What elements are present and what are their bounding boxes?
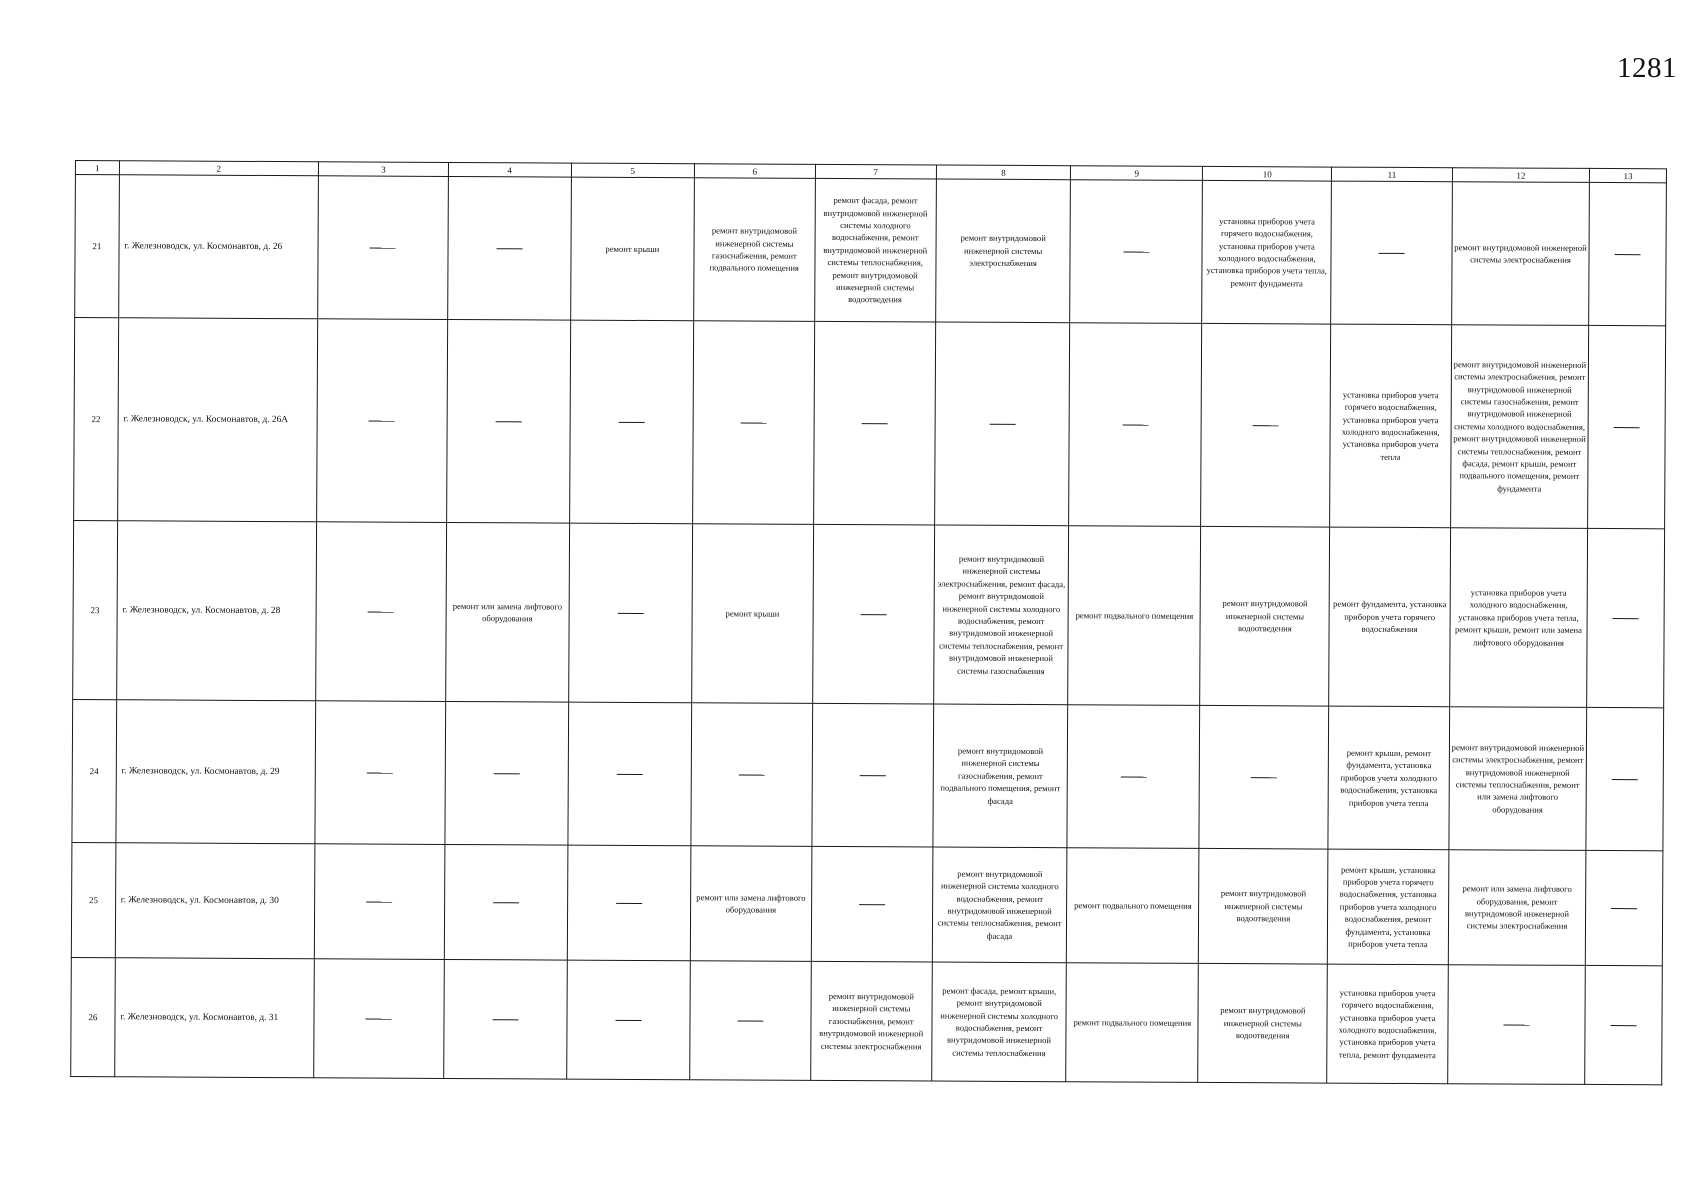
empty-cell: [1586, 707, 1664, 850]
dash-mark: [1611, 908, 1637, 909]
address-cell: г. Железноводск, ул. Космонавтов, д. 26А: [117, 318, 317, 522]
works-cell: ремонт подвального помещения: [1067, 848, 1200, 964]
works-cell: ремонт подвального помещения: [1068, 526, 1201, 706]
empty-cell: [690, 961, 811, 1081]
empty-cell: [813, 321, 936, 525]
header-cell: 3: [318, 162, 448, 177]
empty-cell: [1585, 850, 1662, 965]
works-cell: ремонт крыши: [570, 177, 694, 321]
dash-mark: [367, 902, 393, 903]
dash-mark: [1611, 1025, 1637, 1026]
works-cell: установка приборов учета горячего водоснабжения, установка приборов учета холодного водоснабжения, установка приборов учета тепла, ремонт фундамента: [1327, 964, 1448, 1084]
dash-mark: [495, 422, 521, 423]
table-row: [72, 699, 1664, 850]
row-number: 21: [75, 175, 119, 318]
address-cell: г. Железноводск, ул. Космонавтов, д. 31: [114, 958, 314, 1078]
dash-mark: [1253, 425, 1279, 426]
header-cell: 1: [75, 161, 119, 175]
table-row: [75, 175, 1667, 326]
row-number: 23: [73, 520, 118, 699]
empty-cell: [812, 524, 934, 704]
works-cell: ремонт фасада, ремонт крыши, ремонт внутридомовой инженерной системы холодного водоснабжения, ремонт внутридомовой инженерной системы теплоснабжения: [932, 962, 1067, 1082]
empty-cell: [1201, 323, 1331, 527]
row-number: 25: [71, 842, 115, 957]
empty-cell: [1588, 325, 1666, 528]
works-cell: ремонт фундамента, установка приборов учета горячего водоснабжения: [1329, 527, 1450, 707]
works-cell: ремонт внутридомовой инженерной системы электроснабжения: [936, 179, 1071, 323]
dash-mark: [492, 1020, 518, 1021]
header-cell: 11: [1332, 167, 1452, 182]
works-cell: ремонт внутридомовой инженерной системы электроснабжения, ремонт фасада, ремонт внутридомовой инженерной системы холодного водоснабжения, ремонт внутридомовой инженерной системы теплоснабжения, ремонт внутридомовой инженерной системы газоснабжения: [934, 525, 1069, 705]
empty-cell: [1587, 528, 1665, 707]
dash-mark: [1614, 427, 1640, 428]
works-cell: ремонт или замена лифтового оборудования, ремонт внутридомовой инженерной системы электроснабжения: [1448, 850, 1586, 966]
dash-mark: [740, 423, 766, 424]
empty-cell: [1069, 323, 1202, 527]
dash-mark: [494, 774, 520, 775]
dash-mark: [370, 248, 396, 249]
dash-mark: [1123, 252, 1149, 253]
dash-mark: [617, 774, 643, 775]
empty-cell: [1331, 181, 1452, 325]
dash-mark: [737, 1021, 763, 1022]
row-number: 24: [72, 699, 116, 842]
header-cell: 6: [695, 164, 815, 179]
table-row: [73, 520, 1665, 707]
works-cell: ремонт внутридомовой инженерной системы электроснабжения, ремонт внутридомовой инженерной системы газоснабжения, ремонт внутридомовой инженерной системы холодного водоснабжения, ремонт внутридомовой инженерной системы теплоснабжения, ремонт фасада, ремонт крыши, ремонт подвального помещения, ремонт фундамента: [1450, 325, 1589, 529]
address-cell: г. Железноводск, ул. Космонавтов, д. 29: [116, 700, 316, 844]
works-cell: ремонт внутридомовой инженерной системы электроснабжения: [1451, 182, 1589, 326]
empty-cell: [935, 322, 1070, 526]
works-cell: ремонт внутридомовой инженерной системы водоотведения: [1199, 848, 1329, 964]
empty-cell: [811, 846, 933, 962]
empty-cell: [314, 844, 445, 960]
repair-schedule-table-wrap: [70, 160, 1667, 1085]
works-cell: ремонт внутридомовой инженерной системы водоотведения: [1198, 963, 1328, 1083]
empty-cell: [448, 176, 571, 320]
empty-cell: [811, 703, 933, 847]
empty-cell: [444, 959, 567, 1079]
row-number: 22: [74, 318, 119, 521]
table-body: [71, 175, 1667, 1085]
empty-cell: [315, 701, 446, 845]
works-cell: ремонт крыши: [692, 524, 813, 704]
header-cell: 2: [119, 161, 318, 176]
header-cell: 12: [1452, 168, 1590, 183]
works-cell: ремонт внутридомовой инженерной системы электроснабжения, ремонт внутридомовой инженерной системы теплоснабжения, ремонт или замена лифтового оборудования: [1449, 707, 1587, 851]
empty-cell: [1589, 182, 1667, 325]
works-cell: ремонт внутридомовой инженерной системы холодного водоснабжения, ремонт внутридомовой инженерной системы теплоснабжения, ремонт фасада: [932, 847, 1067, 963]
dash-mark: [1122, 425, 1148, 426]
dash-mark: [739, 775, 765, 776]
dash-mark: [496, 249, 522, 250]
header-cell: 9: [1071, 166, 1203, 181]
dash-mark: [860, 614, 886, 615]
empty-cell: [316, 522, 447, 702]
empty-cell: [567, 702, 691, 846]
empty-cell: [1199, 705, 1329, 849]
header-cell: 5: [571, 163, 695, 178]
dash-mark: [618, 422, 644, 423]
empty-cell: [566, 960, 690, 1080]
empty-cell: [1447, 965, 1585, 1085]
header-cell: 13: [1590, 168, 1667, 182]
empty-cell: [1585, 965, 1662, 1084]
dash-mark: [1503, 1025, 1529, 1026]
dash-mark: [1613, 618, 1639, 619]
empty-cell: [317, 319, 448, 523]
dash-mark: [859, 904, 885, 905]
dash-mark: [861, 423, 887, 424]
works-cell: ремонт внутридомовой инженерной системы водоотведения: [1200, 526, 1330, 706]
works-cell: ремонт внутридомовой инженерной системы газоснабжения, ремонт внутридомовой инженерной системы электроснабжения: [810, 961, 932, 1081]
empty-cell: [693, 321, 814, 525]
table-row: [71, 957, 1663, 1084]
dash-mark: [366, 1019, 392, 1020]
empty-cell: [314, 959, 445, 1079]
repair-schedule-table: [70, 160, 1667, 1085]
row-number: 26: [71, 957, 115, 1076]
empty-cell: [569, 320, 694, 524]
dash-mark: [860, 775, 886, 776]
works-cell: ремонт фасада, ремонт внутридомовой инженерной системы холодного водоснабжения, ремонт внутридомовой инженерной системы теплоснабжения, ремонт внутридомовой инженерной системы водоотведения: [814, 178, 936, 322]
header-cell: 8: [936, 165, 1070, 180]
header-cell: 4: [448, 162, 571, 177]
empty-cell: [444, 844, 567, 960]
dash-mark: [493, 903, 519, 904]
dash-mark: [617, 613, 643, 614]
address-cell: г. Железноводск, ул. Космонавтов, д. 26: [118, 175, 318, 319]
dash-mark: [369, 421, 395, 422]
address-cell: г. Железноводск, ул. Космонавтов, д. 30: [115, 843, 315, 959]
dash-mark: [368, 612, 394, 613]
table-row: [74, 318, 1666, 529]
dash-mark: [1612, 779, 1638, 780]
dash-mark: [1121, 777, 1147, 778]
works-cell: ремонт крыши, ремонт фундамента, установка приборов учета холодного водоснабжения, установка приборов учета тепла: [1328, 706, 1449, 850]
dash-mark: [1379, 253, 1405, 254]
works-cell: ремонт подвального помещения: [1066, 963, 1199, 1083]
dash-mark: [367, 773, 393, 774]
table-row: [71, 842, 1663, 965]
dash-mark: [1251, 777, 1277, 778]
works-cell: установка приборов учета холодного водоснабжения, установка приборов учета тепла, ремонт крыши, ремонт или замена лифтового оборудования: [1449, 528, 1587, 708]
works-cell: установка приборов учета горячего водоснабжения, установка приборов учета холодного водоснабжения, установка приборов учета тепла: [1330, 324, 1451, 528]
works-cell: ремонт или замена лифтового оборудования: [690, 846, 811, 962]
dash-mark: [616, 903, 642, 904]
address-cell: г. Железноводск, ул. Космонавтов, д. 28: [116, 521, 316, 701]
works-cell: ремонт внутридомовой инженерной системы газоснабжения, ремонт подвального помещения, ремонт фасада: [933, 704, 1068, 848]
works-cell: ремонт внутридомовой инженерной системы газоснабжения, ремонт подвального помещения: [694, 178, 815, 322]
empty-cell: [568, 523, 693, 703]
empty-cell: [1067, 705, 1200, 849]
dash-mark: [1615, 254, 1641, 255]
dash-mark: [989, 424, 1015, 425]
empty-cell: [318, 176, 449, 320]
works-cell: ремонт или замена лифтового оборудования: [446, 522, 569, 702]
empty-cell: [691, 703, 812, 847]
header-cell: 10: [1203, 166, 1332, 181]
empty-cell: [445, 701, 568, 845]
empty-cell: [447, 319, 571, 523]
empty-cell: [1070, 180, 1203, 324]
header-cell: 7: [815, 164, 937, 179]
dash-mark: [615, 1020, 641, 1021]
works-cell: установка приборов учета горячего водоснабжения, установка приборов учета холодного водоснабжения, установка приборов учета тепла, ремонт фундамента: [1202, 180, 1332, 324]
empty-cell: [567, 845, 691, 961]
works-cell: ремонт крыши, установка приборов учета горячего водоснабжения, установка приборов учета холодного водоснабжения, ремонт фундамента, установка приборов учета тепла: [1328, 849, 1449, 965]
page-number: 1281: [1617, 52, 1677, 84]
